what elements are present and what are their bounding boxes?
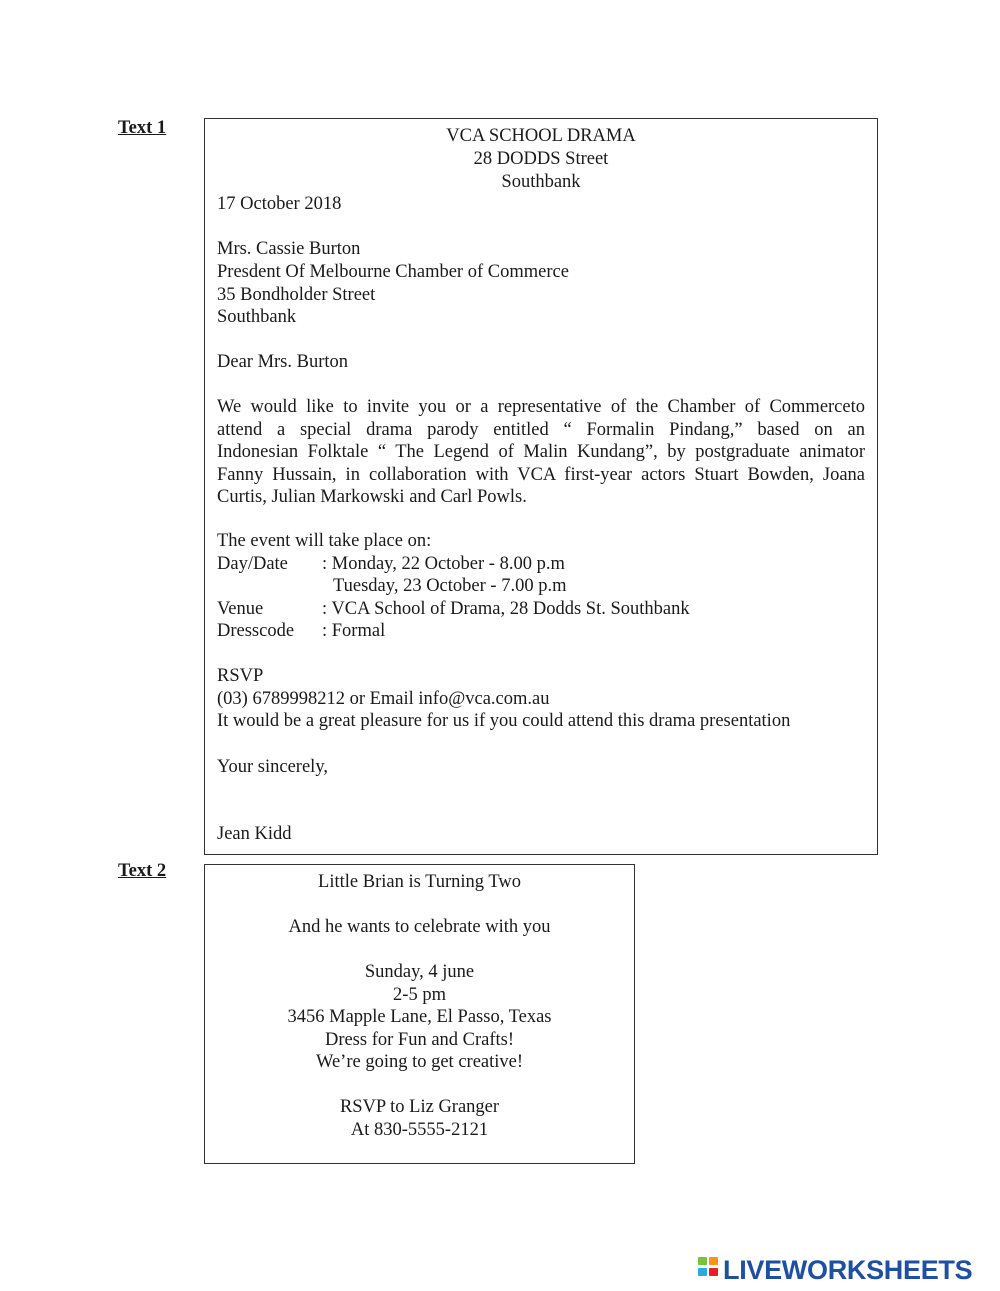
- event-dresscode-value: : Formal: [322, 621, 386, 641]
- letter-header-line: VCA SCHOOL DRAMA: [446, 126, 636, 146]
- event-daydate-value: : Monday, 22 October - 8.00 p.m: [322, 554, 565, 574]
- text1-label: Text 1: [118, 118, 167, 138]
- body-line: Fanny Hussain, in collaboration with VCA first-year actors Stuart Bowden, Joana: [217, 464, 865, 485]
- formal-invitation-letter: [204, 118, 878, 855]
- signature-name: Jean Kidd: [217, 824, 292, 844]
- rsvp-heading: RSVP: [217, 666, 264, 686]
- event-venue-value: : VCA School of Drama, 28 Dodds St. Southbank: [322, 599, 690, 619]
- invitation-line: And he wants to celebrate with you: [288, 917, 551, 937]
- letter-date: 17 October 2018: [217, 194, 342, 214]
- logo-block: [698, 1268, 707, 1276]
- invitation-line: Dress for Fun and Crafts!: [324, 1030, 515, 1050]
- invitation-line: We’re going to get creative!: [315, 1052, 524, 1072]
- event-intro: The event will take place on:: [217, 531, 432, 551]
- logo-mark-icon: [698, 1257, 720, 1283]
- invitation-line: 2-5 pm: [393, 985, 446, 1005]
- recipient-line: Presdent Of Melbourne Chamber of Commerce: [217, 262, 569, 282]
- salutation: Dear Mrs. Burton: [217, 352, 349, 372]
- event-daydate-label: Day/Date: [217, 554, 288, 574]
- closing-line: It would be a great pleasure for us if you could attend this drama presentation: [217, 711, 791, 731]
- invitation-line: RSVP to Liz Granger: [339, 1097, 500, 1117]
- logo-text: LIVEWORKSHEETS: [723, 1254, 973, 1285]
- liveworksheets-logo: [698, 1255, 972, 1285]
- logo-block: [709, 1268, 718, 1276]
- event-dresscode-label: Dresscode: [217, 621, 295, 641]
- birthday-invitation: [204, 864, 635, 1164]
- invitation-line: At 830-5555-2121: [350, 1120, 489, 1140]
- event-venue-label: Venue: [217, 599, 264, 619]
- invitation-line: Sunday, 4 june: [364, 962, 475, 982]
- recipient-line: 35 Bondholder Street: [217, 285, 376, 305]
- text2-label: Text 2: [118, 861, 167, 881]
- invitation-line: 3456 Mapple Lane, El Passo, Texas: [287, 1007, 552, 1027]
- body-line: Curtis, Julian Markowski and Carl Powls.: [217, 487, 527, 507]
- recipient-line: Southbank: [217, 307, 297, 327]
- letter-header-line: Southbank: [501, 172, 581, 192]
- recipient-line: Mrs. Cassie Burton: [217, 239, 361, 259]
- signoff: Your sincerely,: [217, 757, 328, 777]
- event-daydate-value: Tuesday, 23 October - 7.00 p.m: [333, 576, 567, 596]
- letter-header-line: 28 DODDS Street: [473, 149, 609, 169]
- rsvp-contact: (03) 6789998212 or Email info@vca.com.au: [217, 689, 550, 709]
- body-line: Indonesian Folktale “ The Legend of Malin Kundang”, by postgraduate animator: [217, 442, 865, 462]
- letter-body: [217, 396, 865, 509]
- body-line: We would like to invite you or a representative of the Chamber of Commerceto: [217, 397, 865, 417]
- logo-block: [698, 1257, 707, 1265]
- invitation-line: Little Brian is Turning Two: [318, 872, 521, 892]
- body-line: attend a special drama parody entitled “ Formalin Pindang,” based on an: [217, 419, 865, 440]
- logo-block: [709, 1257, 718, 1265]
